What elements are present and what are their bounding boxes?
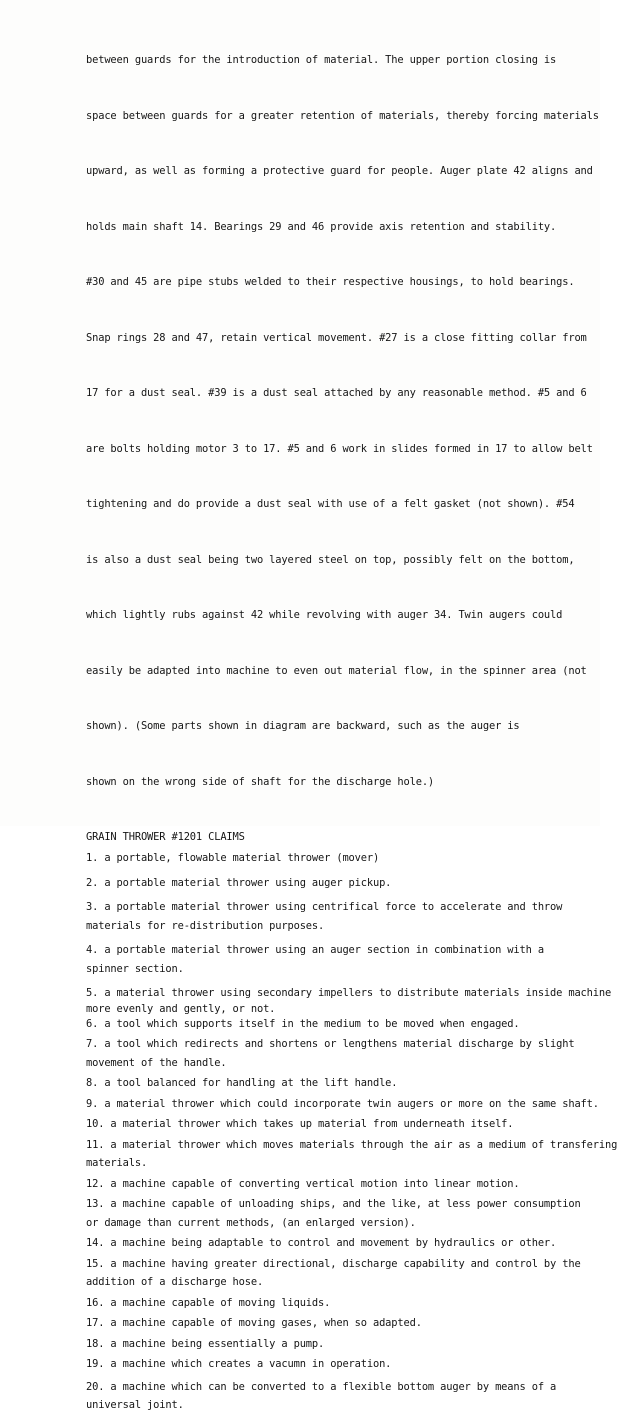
intro-line: is also a dust seal being two layered steel on top, possibly felt on the bottom, — [86, 553, 575, 566]
claim-item — [86, 898, 596, 935]
claim-item — [86, 1234, 596, 1253]
intro-line: shown). (Some parts shown in diagram are backward, such as the auger is — [86, 720, 520, 732]
intro-line: Snap rings 28 and 47, retain vertical movement. #27 is a close fitting collar from — [86, 331, 587, 344]
claim-item — [86, 1335, 596, 1354]
claim-item — [86, 1035, 596, 1072]
claim-line: 11. a material thrower which moves materials through the air as a medium of transfering — [86, 1138, 617, 1151]
claim-item — [86, 1355, 596, 1374]
intro-line: tightening and do provide a dust seal with use of a felt gasket (not shown). #54 — [86, 498, 575, 510]
claim-line: 13. a machine capable of unloading ships, and the like, at less power consumption — [86, 1198, 581, 1210]
claim-line: 20. a machine which can be converted to a flexible bottom auger by means of a — [86, 1380, 557, 1393]
claim-item — [86, 1294, 596, 1313]
claim-line: 4. a portable material thrower using an auger section in combination with a — [86, 944, 544, 956]
claim-line: spinner section. — [86, 962, 184, 975]
claim-line: 8. a tool balanced for handling at the lift handle. — [86, 1077, 398, 1089]
claim-line: more evenly and gently, or not. — [86, 1002, 276, 1015]
claim-line: 18. a machine being essentially a pump. — [86, 1337, 325, 1350]
claim-line: movement of the handle. — [86, 1056, 227, 1069]
claim-line: 1. a portable, flowable material thrower (mover) — [86, 852, 380, 864]
claim-line: 12. a machine capable of converting vertical motion into linear motion. — [86, 1177, 520, 1190]
claim-item — [86, 849, 596, 868]
claim-item — [86, 1015, 596, 1034]
claim-item — [86, 984, 612, 1015]
claim-item — [86, 1136, 617, 1173]
claim-item — [86, 1195, 596, 1232]
claim-line: 10. a material thrower which takes up material from underneath itself. — [86, 1118, 514, 1130]
claim-item — [86, 941, 596, 978]
claim-line: 6. a tool which supports itself in the medium to be moved when engaged. — [86, 1017, 520, 1030]
claim-item — [86, 1115, 596, 1134]
claim-line: addition of a discharge hose. — [86, 1276, 264, 1288]
claim-line: 3. a portable material thrower using centrifical force to accelerate and throw — [86, 901, 563, 913]
claim-line: materials for re-distribution purposes. — [86, 919, 325, 932]
intro-line: upward, as well as forming a protective guard for people. Auger plate 42 aligns and — [86, 165, 593, 177]
claim-item — [86, 874, 596, 893]
intro-line: shown on the wrong side of shaft for the discharge hole.) — [86, 775, 435, 788]
claim-line: universal joint. — [86, 1399, 184, 1411]
intro-paragraph — [86, 14, 599, 828]
claim-line: 19. a machine which creates a vacumn in operation. — [86, 1358, 392, 1370]
intro-line: holds main shaft 14. Bearings 29 and 46 provide axis retention and stability. — [86, 220, 557, 233]
intro-line: between guards for the introduction of material. The upper portion closing is — [86, 54, 557, 66]
claim-line: 15. a machine having greater directional, discharge capability and control by the — [86, 1257, 581, 1270]
intro-line: #30 and 45 are pipe stubs welded to their respective housings, to hold bearings. — [86, 276, 575, 288]
claim-item — [86, 1175, 596, 1194]
intro-line: which lightly rubs against 42 while revolving with auger 34. Twin augers could — [86, 609, 563, 621]
claim-item — [86, 1314, 596, 1333]
claim-item — [86, 1255, 596, 1292]
claim-line: 17. a machine capable of moving gases, when so adapted. — [86, 1317, 422, 1329]
claim-line: materials. — [86, 1157, 148, 1169]
claim-item — [86, 1074, 596, 1093]
claim-line: 2. a portable material thrower using auger pickup. — [86, 876, 392, 889]
claim-line: 14. a machine being adaptable to control and movement by hydraulics or other. — [86, 1237, 557, 1249]
claims-heading: GRAIN THROWER #1201 CLAIMS — [86, 831, 245, 843]
intro-line: easily be adapted into machine to even out material flow, in the spinner area (not — [86, 664, 587, 677]
intro-line: are bolts holding motor 3 to 17. #5 and 6 work in slides formed in 17 to allow belt — [86, 442, 593, 455]
claims-list — [86, 849, 617, 1415]
claim-line: or damage than current methods, (an enlarged version). — [86, 1216, 416, 1229]
intro-line: 17 for a dust seal. #39 is a dust seal attached by any reasonable method. #5 and 6 — [86, 387, 587, 399]
claim-line: 5. a material thrower using secondary impellers to distribute materials inside machine — [86, 987, 612, 999]
claim-item — [86, 1095, 599, 1114]
claim-line: 7. a tool which redirects and shortens or lengthens material discharge by slight — [86, 1038, 575, 1050]
claim-item — [86, 1378, 596, 1415]
claim-line: 16. a machine capable of moving liquids. — [86, 1296, 331, 1309]
claim-line: 9. a material thrower which could incorporate twin augers or more on the same shaft. — [86, 1097, 599, 1110]
intro-line: space between guards for a greater retention of materials, thereby forcing materials — [86, 109, 599, 122]
